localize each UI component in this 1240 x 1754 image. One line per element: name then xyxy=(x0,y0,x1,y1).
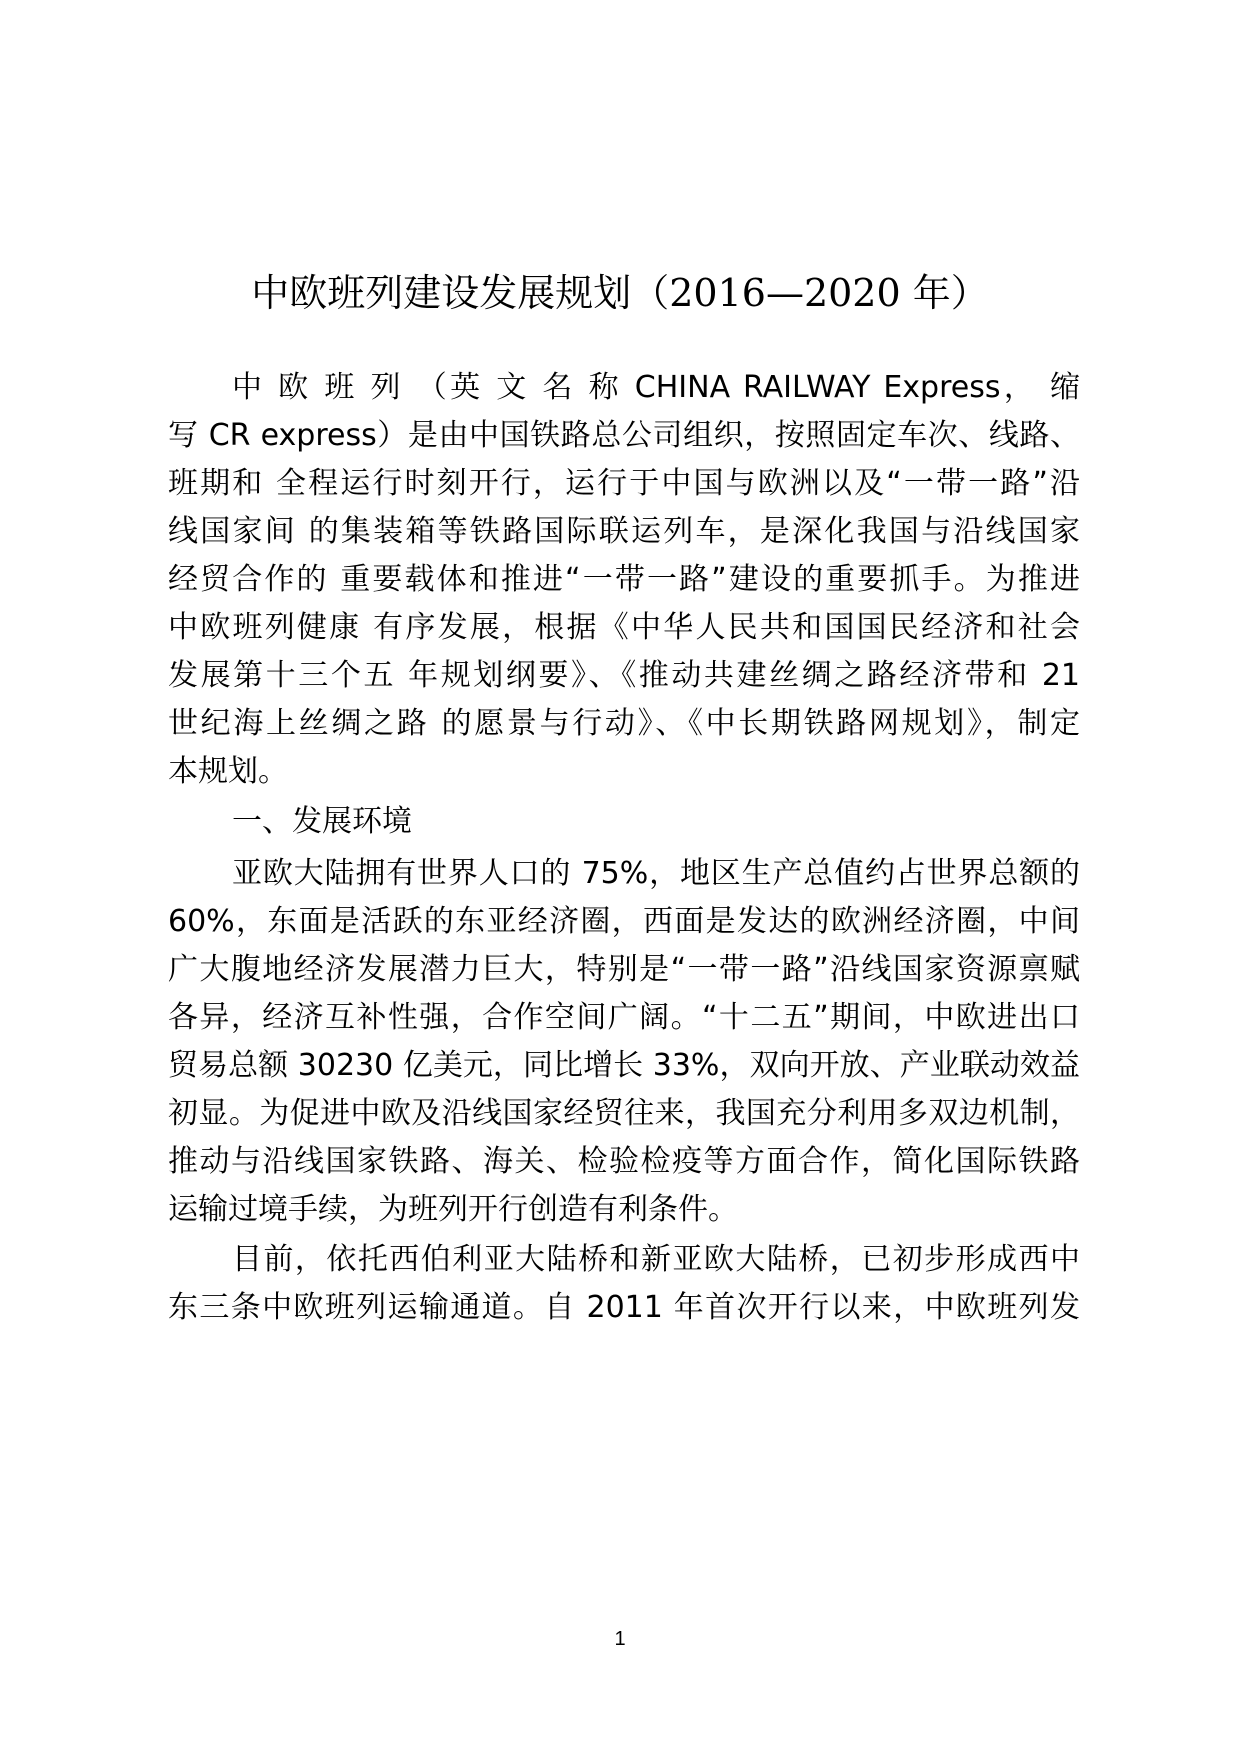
paragraph-line: 发展第十三个五 年规划纲要》、《推动共建丝绸之路经济带和 21 xyxy=(168,658,1080,693)
paragraph-line: 目前，依托西伯利亚大陆桥和新亚欧大陆桥，已初步形成西中 xyxy=(232,1242,1080,1277)
paragraph-line: 班期和 全程运行时刻开行，运行于中国与欧洲以及“一带一路”沿 xyxy=(168,466,1080,501)
paragraph-line: 东三条中欧班列运输通道。自 2011 年首次开行以来，中欧班列发 xyxy=(168,1290,1080,1325)
paragraph-line: 60%，东面是活跃的东亚经济圈，西面是发达的欧洲经济圈，中间 xyxy=(168,904,1080,939)
paragraph-line: 各异，经济互补性强，合作空间广阔。“十二五”期间，中欧进出口 xyxy=(168,1000,1080,1035)
paragraph-line: 经贸合作的 重要载体和推进“一带一路”建设的重要抓手。为推进 xyxy=(168,562,1080,597)
paragraph-line: 本规划。 xyxy=(168,754,288,789)
page-number: 1 xyxy=(614,1628,626,1650)
paragraph-line: 推动与沿线国家铁路、海关、检验检疫等方面合作，简化国际铁路 xyxy=(168,1144,1080,1179)
paragraph-line: 初显。为促进中欧及沿线国家经贸往来，我国充分利用多双边机制， xyxy=(168,1096,1080,1131)
paragraph-line: 运输过境手续，为班列开行创造有利条件。 xyxy=(168,1192,738,1227)
paragraph-line: 世纪海上丝绸之路 的愿景与行动》、《中长期铁路网规划》，制定 xyxy=(168,706,1080,741)
paragraph-line: 广大腹地经济发展潜力巨大，特别是“一带一路”沿线国家资源禀赋 xyxy=(168,952,1080,987)
section-heading: 一、发展环境 xyxy=(232,804,412,839)
paragraph-line: 中 欧 班 列 （英 文 名 称 CHINA RAILWAY Express， 缩 xyxy=(232,370,1080,405)
paragraph-line: 线国家间 的集装箱等铁路国际联运列车，是深化我国与沿线国家 xyxy=(168,514,1080,549)
paragraph-line: 写 CR express）是由中国铁路总公司组织，按照固定车次、线路、 xyxy=(168,418,1080,453)
document-title: 中欧班列建设发展规划（2016—2020 年） xyxy=(251,271,989,315)
paragraph-line: 贸易总额 30230 亿美元，同比增长 33%，双向开放、产业联动效益 xyxy=(168,1048,1080,1083)
paragraph-line: 中欧班列健康 有序发展，根据《中华人民共和国国民经济和社会 xyxy=(168,610,1080,645)
paragraph-line: 亚欧大陆拥有世界人口的 75%，地区生产总值约占世界总额的 xyxy=(232,856,1080,891)
